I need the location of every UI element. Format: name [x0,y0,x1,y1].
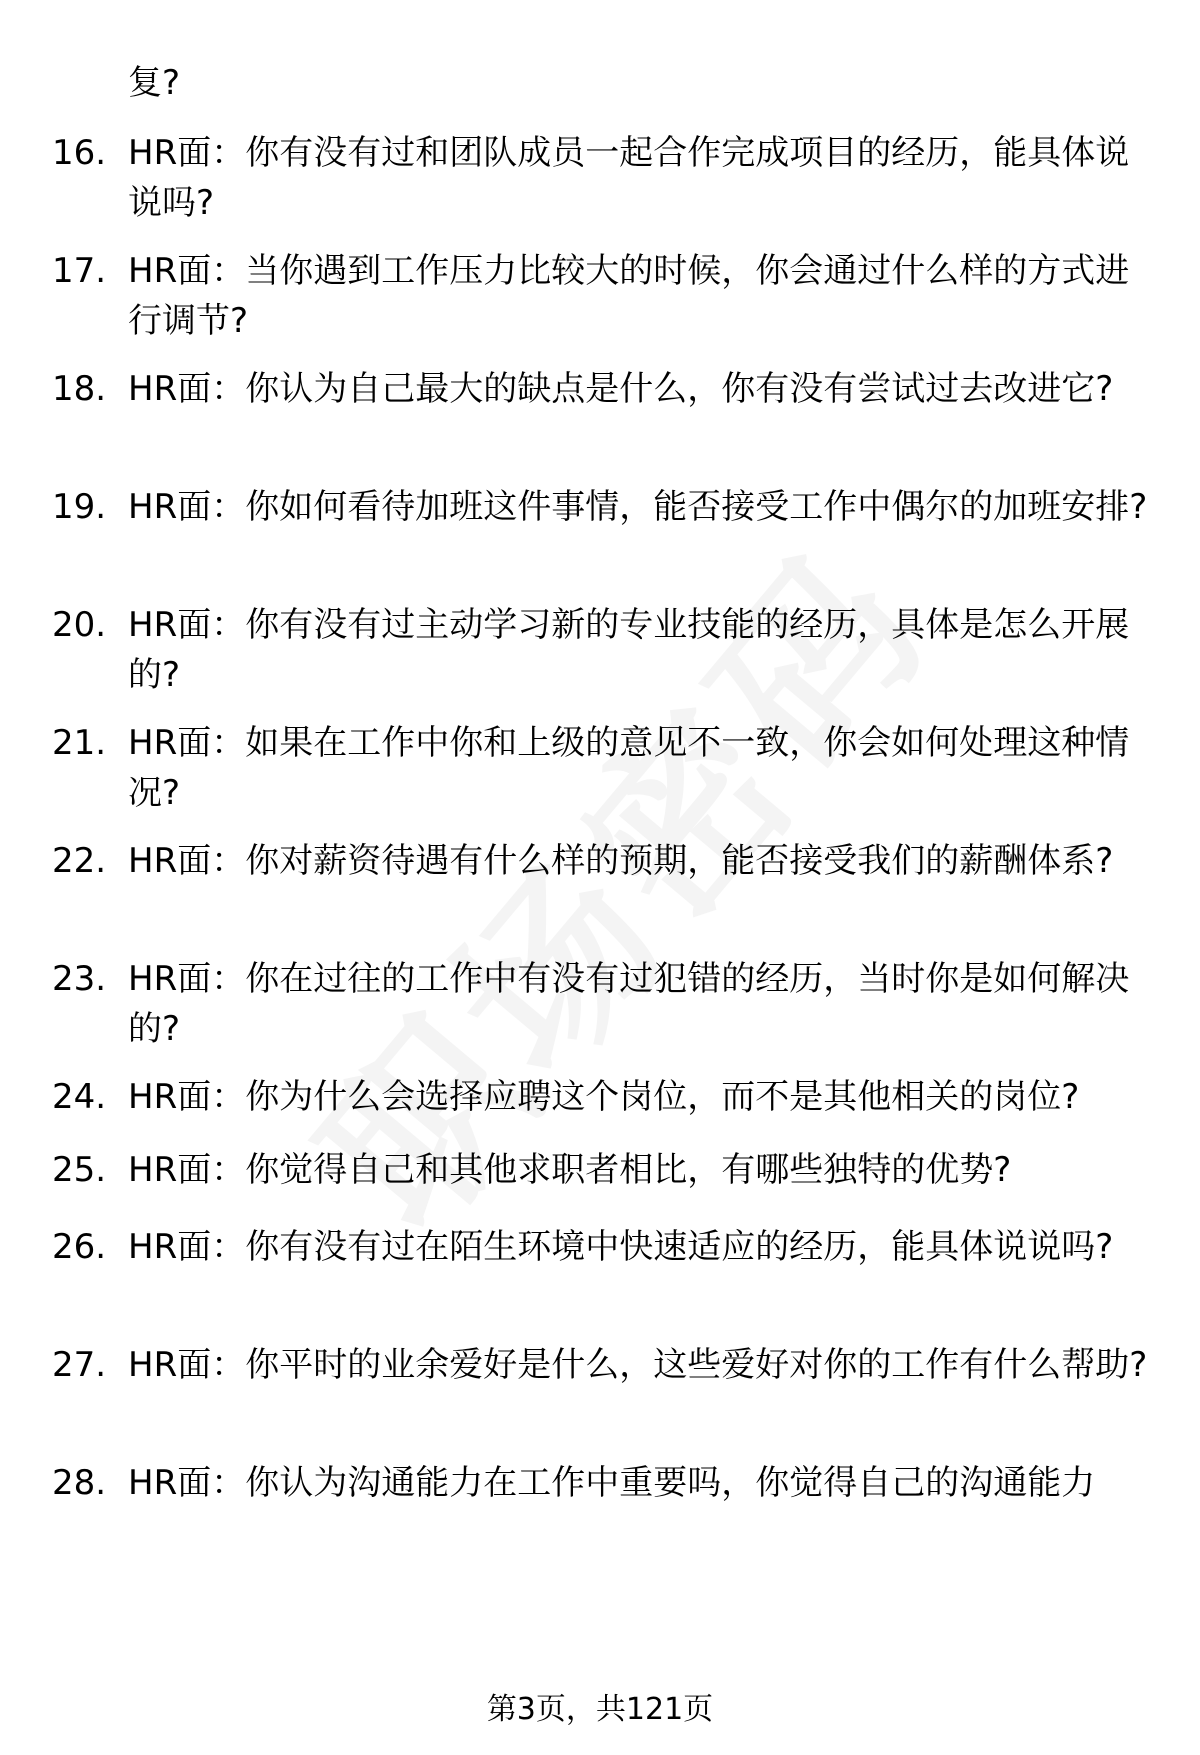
question-label: HR面： [128,841,246,881]
continuation-text: 复? [128,63,181,103]
question-body: 你有没有过主动学习新的专业技能的经历，具体是怎么开展的? [128,605,1130,695]
question-label: HR面： [128,605,246,645]
question-label: HR面： [128,369,246,409]
question-number: 26. [52,1227,107,1267]
question-text [128,954,1158,1054]
question-text [128,1072,1158,1122]
question-number: 22. [52,841,107,881]
question-text [128,1145,1158,1195]
question-text [128,600,1158,700]
question-number: 28. [52,1463,107,1503]
question-label: HR面： [128,133,246,173]
question-label: HR面： [128,723,246,763]
question-label: HR面： [128,1463,246,1503]
question-body: 你认为自己最大的缺点是什么，你有没有尝试过去改进它? [245,369,1114,409]
question-body: 你觉得自己和其他求职者相比，有哪些独特的优势? [245,1150,1012,1190]
question-number: 27. [52,1345,107,1385]
question-body: 如果在工作中你和上级的意见不一致，你会如何处理这种情况? [128,723,1130,813]
question-label: HR面： [128,487,246,527]
question-text [128,718,1158,818]
question-number: 16. [52,133,107,173]
page-footer: 第3页，共121页 [486,1692,714,1727]
question-number: 20. [52,605,107,645]
question-text [128,1340,1158,1390]
question-label: HR面： [128,1345,246,1385]
question-label: HR面： [128,251,246,291]
question-body: 你在过往的工作中有没有过犯错的经历，当时你是如何解决的? [128,959,1130,1049]
question-number: 17. [52,251,107,291]
question-label: HR面： [128,1227,246,1267]
question-body: 你如何看待加班这件事情，能否接受工作中偶尔的加班安排? [245,487,1148,527]
question-body: 你对薪资待遇有什么样的预期，能否接受我们的薪酬体系? [245,841,1114,881]
question-label: HR面： [128,1150,246,1190]
question-number: 25. [52,1150,107,1190]
question-text [128,246,1158,346]
question-number: 18. [52,369,107,409]
question-number: 21. [52,723,107,763]
question-body: 你认为沟通能力在工作中重要吗，你觉得自己的沟通能力 [245,1463,1096,1503]
question-body: 你为什么会选择应聘这个岗位，而不是其他相关的岗位? [245,1077,1080,1117]
question-body: 你平时的业余爱好是什么，这些爱好对你的工作有什么帮助? [245,1345,1148,1385]
question-number: 23. [52,959,107,999]
question-text [128,364,1158,414]
question-text [128,1458,1158,1508]
question-label: HR面： [128,1077,246,1117]
question-number: 19. [52,487,107,527]
question-body: 你有没有过在陌生环境中快速适应的经历，能具体说说吗? [245,1227,1114,1267]
question-number: 24. [52,1077,107,1117]
question-body: 当你遇到工作压力比较大的时候，你会通过什么样的方式进行调节? [128,251,1130,341]
question-text [128,836,1158,886]
question-text [128,482,1158,532]
question-body: 你有没有过和团队成员一起合作完成项目的经历，能具体说说吗? [128,133,1130,223]
question-text [128,128,1158,228]
question-label: HR面： [128,959,246,999]
question-text [128,1222,1158,1272]
